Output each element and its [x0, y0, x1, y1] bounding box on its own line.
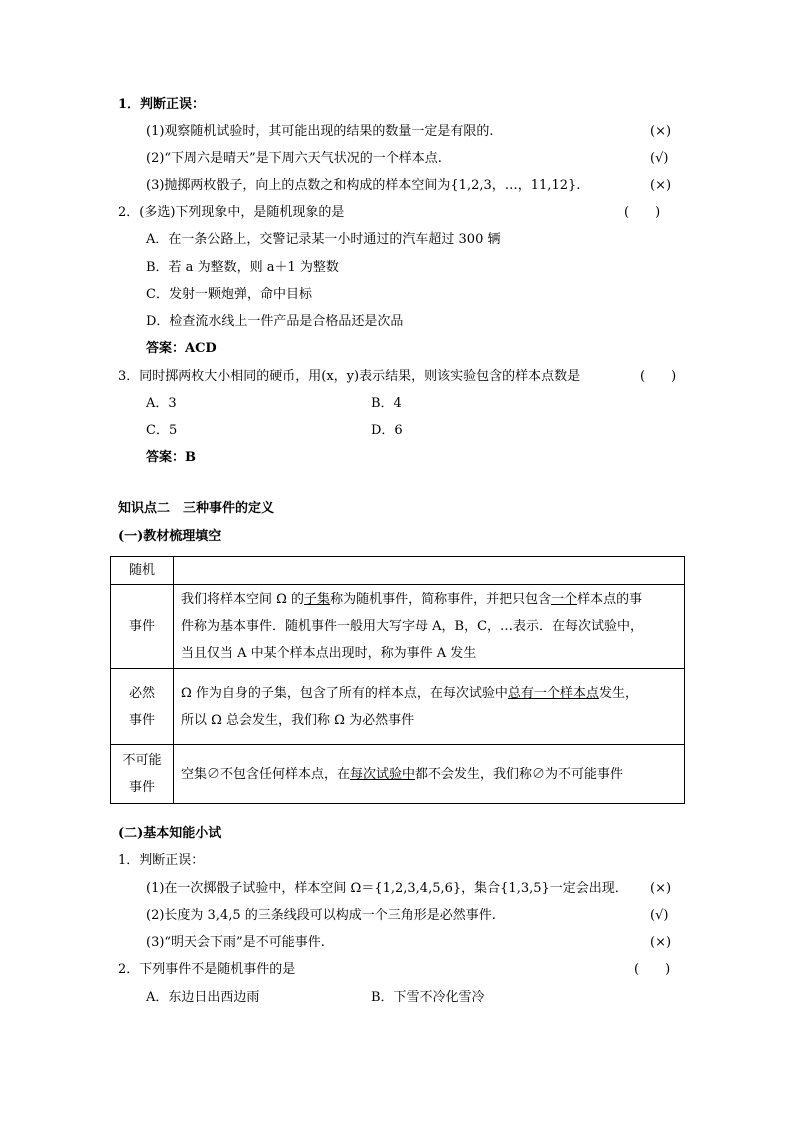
q3-option-a: A．3: [146, 396, 177, 411]
s2-q1-item-2: (2)长度为 3,4,5 的三条线段可以构成一个三角形是必然事件.: [146, 908, 496, 923]
q2-option-b: B．若 a 为整数，则 a＋1 为整数: [146, 260, 339, 275]
random-event-label: 事件: [111, 585, 174, 669]
s2-q1-item-1: (1)在一次掷骰子试验中，样本空间 Ω＝{1,2,3,4,5,6}，集合{1,3,5}一定会出现．: [146, 881, 628, 896]
table-header-empty: [174, 557, 685, 585]
s2-q2-blank: ( ): [634, 962, 671, 977]
q3-option-c: C．5: [146, 423, 178, 438]
subsection-quiz: (二)基本知能小试: [118, 826, 222, 841]
underlined-one-sample-point: 总有一个样本点: [507, 685, 599, 701]
q2-option-d: D．检查流水线上一件产品是合格品还是次品: [146, 314, 404, 329]
impossible-event-label: 不可能 事件: [111, 745, 174, 804]
s2-q1-title: 1．判断正误：: [118, 853, 205, 868]
certain-event-label: 必然 事件: [111, 669, 174, 745]
table-header-label: 随机: [111, 557, 174, 585]
q3-option-d: D．6: [371, 423, 403, 438]
q3-answer: 答案：B: [146, 450, 196, 465]
s2-q2-option-b: B．下雪不冷化雪冷: [371, 990, 485, 1005]
q2-option-a: A．在一条公路上，交警记录某一小时通过的汽车超过 300 辆: [146, 232, 501, 247]
table-row: [111, 745, 685, 804]
q2-blank: ( ): [624, 205, 661, 220]
s2-q1-item-2-mark: (√): [650, 908, 669, 923]
underlined-each-trial: 每次试验中: [350, 766, 416, 782]
q3-option-b: B．4: [371, 396, 402, 411]
impossible-event-definition: 空集∅不包含任何样本点，在每次试验中都不会发生，我们称∅为不可能事件: [174, 745, 685, 804]
q3-title: 3．同时掷两枚大小相同的硬币，用(x，y)表示结果，则该实验包含的样本点数是: [118, 369, 581, 384]
q3-blank: ( ): [640, 369, 677, 384]
definitions-table: [110, 556, 685, 804]
q1-item-3: (3)抛掷两枚骰子，向上的点数之和构成的样本空间为{1,2,3，…，11,12}.: [146, 178, 581, 193]
table-row: [111, 585, 685, 669]
random-event-definition: 我们将样本空间 Ω 的子集称为随机事件，简称事件，并把只包含一个样本点的事 件称为基本事件．随机事件一般用大写字母 A，B，C，…表示．在每次试验中， 当且仅当 A 中某个样本点出现时，称为事件 A 发生: [174, 585, 685, 669]
q1-item-1-mark: (×): [650, 124, 672, 139]
q2-title: 2．(多选)下列现象中，是随机现象的是: [118, 205, 345, 220]
q1-item-3-mark: (×): [650, 178, 672, 193]
q1-item-2-mark: (√): [650, 151, 669, 166]
underlined-one: 一个: [551, 592, 578, 607]
subsection-fill: (一)教材梳理填空: [118, 529, 222, 544]
s2-q1-item-3: (3)“明天会下雨”是不可能事件.: [146, 935, 325, 950]
s2-q1-item-1-mark: (×): [650, 881, 672, 896]
q1-item-2: (2)“下周六是晴天”是下周六天气状况的一个样本点.: [146, 151, 442, 166]
q1-title: 1．判断正误：: [118, 97, 206, 112]
q1-item-1: (1)观察随机试验时，其可能出现的结果的数量一定是有限的.: [146, 124, 494, 139]
s2-q2-option-a: A．东边日出西边雨: [146, 990, 260, 1005]
certain-event-definition: Ω 作为自身的子集，包含了所有的样本点，在每次试验中总有一个样本点发生， 所以 Ω 总会发生，我们称 Ω 为必然事件: [174, 669, 685, 745]
s2-q1-item-3-mark: (×): [650, 935, 672, 950]
s2-q2-title: 2．下列事件不是随机事件的是: [118, 962, 296, 977]
section-heading: 知识点二 三种事件的定义: [118, 501, 275, 516]
q2-option-c: C．发射一颗炮弹，命中目标: [146, 287, 312, 302]
underlined-subset: 子集: [304, 592, 331, 607]
q2-answer: 答案：ACD: [146, 341, 217, 356]
table-row: [111, 557, 685, 585]
table-row: [111, 669, 685, 745]
